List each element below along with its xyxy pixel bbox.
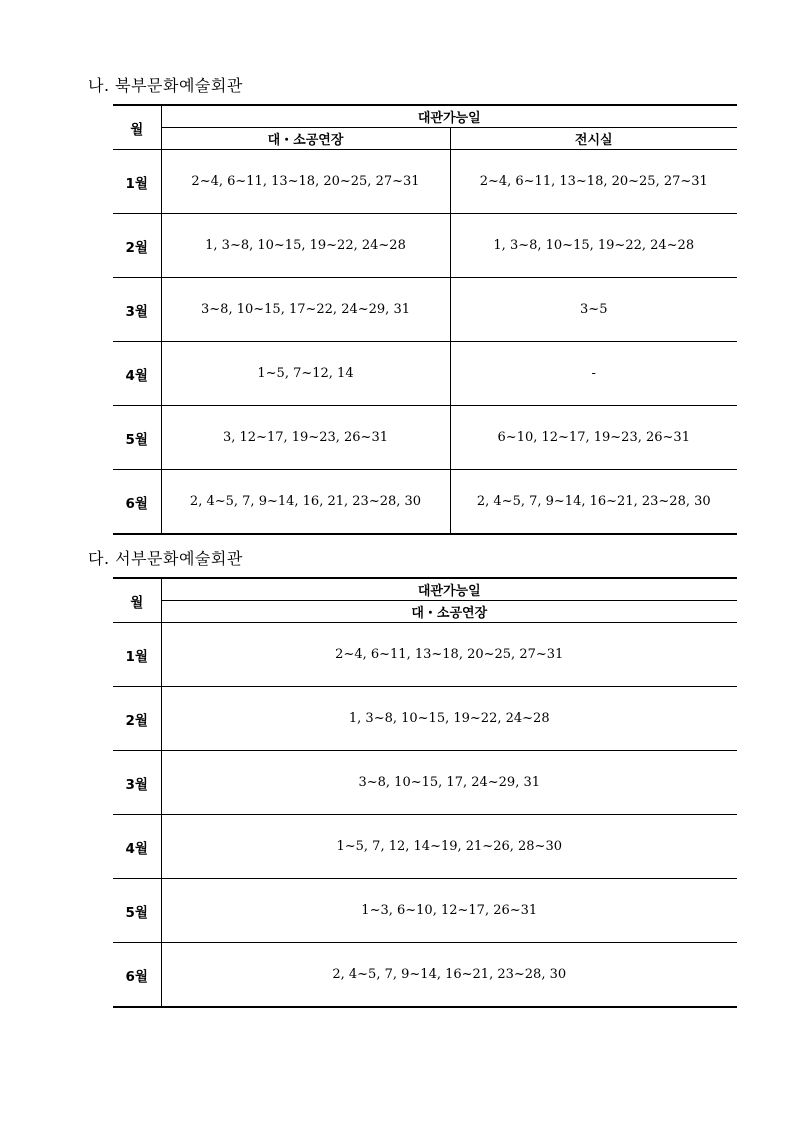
- month-cell: 4월: [113, 815, 161, 879]
- table-row: [113, 150, 737, 214]
- gallery-dates-cell: 1, 3~8, 10~15, 19~22, 24~28: [450, 214, 737, 278]
- table-north-rental-dates: [113, 104, 737, 535]
- month-cell: 6월: [113, 943, 161, 1008]
- gallery-dates-cell: 2~4, 6~11, 13~18, 20~25, 27~31: [450, 150, 737, 214]
- hall-dates-cell: 1, 3~8, 10~15, 19~22, 24~28: [161, 214, 450, 278]
- header-rental-available: 대관가능일: [161, 578, 737, 601]
- month-cell: 5월: [113, 879, 161, 943]
- hall-dates-cell: 1~3, 6~10, 12~17, 26~31: [161, 879, 737, 943]
- header-rental-available: 대관가능일: [161, 105, 737, 128]
- hall-dates-cell: 2, 4~5, 7, 9~14, 16~21, 23~28, 30: [161, 943, 737, 1008]
- month-cell: 6월: [113, 470, 161, 535]
- gallery-dates-cell: 3~5: [450, 278, 737, 342]
- hall-dates-cell: 3~8, 10~15, 17~22, 24~29, 31: [161, 278, 450, 342]
- table-row: [113, 342, 737, 406]
- table-row: [113, 815, 737, 879]
- month-cell: 4월: [113, 342, 161, 406]
- table-row: [113, 943, 737, 1008]
- table-row: [113, 278, 737, 342]
- table-row: [113, 623, 737, 687]
- table-row: [113, 214, 737, 278]
- table-row: [113, 751, 737, 815]
- month-cell: 3월: [113, 751, 161, 815]
- table-row: [113, 470, 737, 535]
- gallery-dates-cell: 2, 4~5, 7, 9~14, 16~21, 23~28, 30: [450, 470, 737, 535]
- month-cell: 5월: [113, 406, 161, 470]
- header-hall: 대・소공연장: [161, 601, 737, 623]
- month-cell: 2월: [113, 687, 161, 751]
- table-west-rental-dates: [113, 577, 737, 1008]
- table-row: [113, 687, 737, 751]
- month-cell: 1월: [113, 623, 161, 687]
- month-cell: 2월: [113, 214, 161, 278]
- table-row: [113, 879, 737, 943]
- section-title-north: 나. 북부문화예술회관: [88, 76, 243, 95]
- month-cell: 3월: [113, 278, 161, 342]
- month-cell: 1월: [113, 150, 161, 214]
- hall-dates-cell: 1~5, 7~12, 14: [161, 342, 450, 406]
- hall-dates-cell: 2, 4~5, 7, 9~14, 16, 21, 23~28, 30: [161, 470, 450, 535]
- header-gallery: 전시실: [450, 128, 737, 150]
- hall-dates-cell: 1~5, 7, 12, 14~19, 21~26, 28~30: [161, 815, 737, 879]
- header-month: 월: [113, 105, 161, 150]
- table-row: [113, 406, 737, 470]
- hall-dates-cell: 2~4, 6~11, 13~18, 20~25, 27~31: [161, 150, 450, 214]
- gallery-dates-cell: 6~10, 12~17, 19~23, 26~31: [450, 406, 737, 470]
- hall-dates-cell: 1, 3~8, 10~15, 19~22, 24~28: [161, 687, 737, 751]
- hall-dates-cell: 2~4, 6~11, 13~18, 20~25, 27~31: [161, 623, 737, 687]
- section-title-west: 다. 서부문화예술회관: [88, 549, 243, 568]
- hall-dates-cell: 3~8, 10~15, 17, 24~29, 31: [161, 751, 737, 815]
- hall-dates-cell: 3, 12~17, 19~23, 26~31: [161, 406, 450, 470]
- gallery-dates-cell: -: [450, 342, 737, 406]
- header-hall: 대・소공연장: [161, 128, 450, 150]
- header-month: 월: [113, 578, 161, 623]
